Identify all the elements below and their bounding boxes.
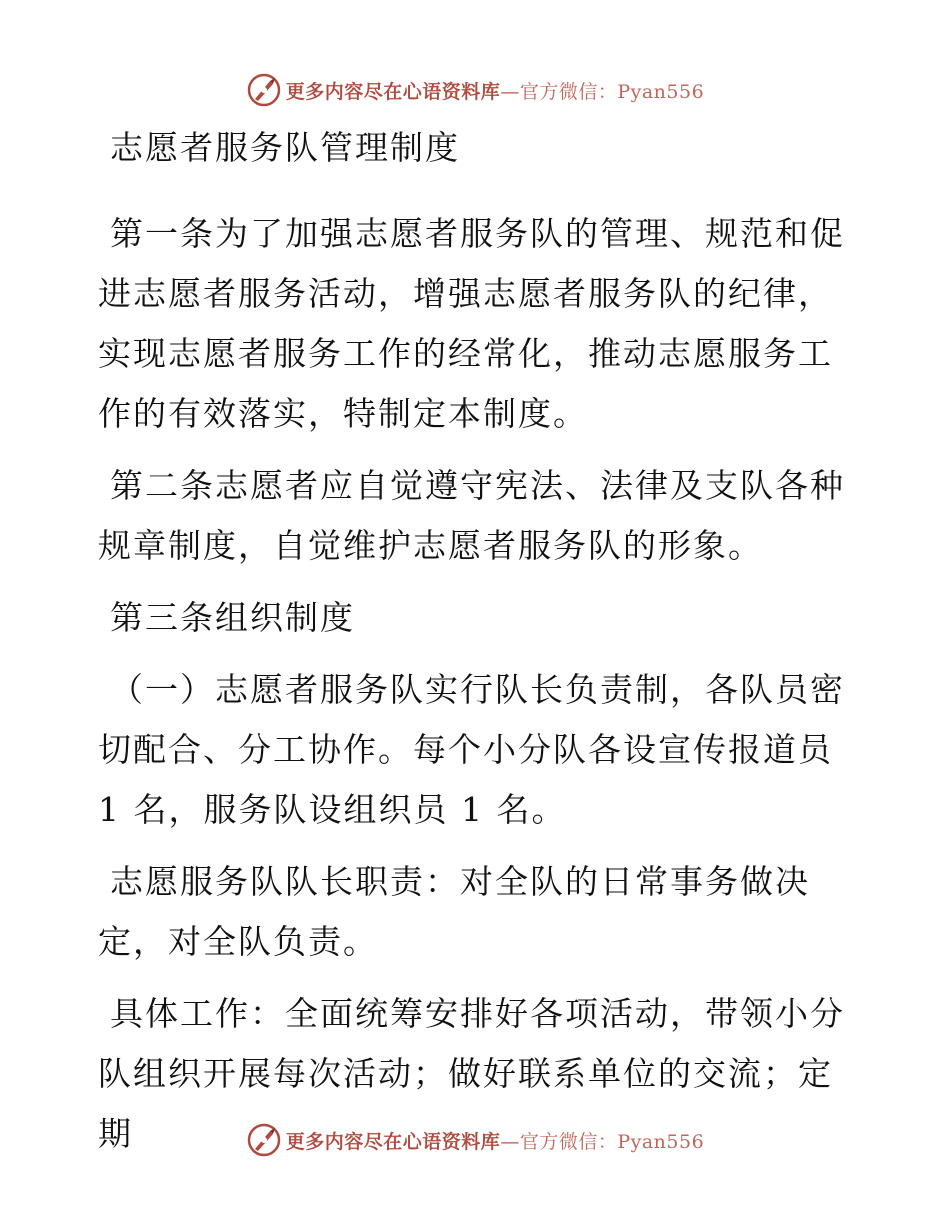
banner-brand: 更多内容尽在心语资料库	[285, 1130, 501, 1153]
banner-dash: —	[500, 80, 520, 103]
footer-watermark-banner	[0, 1120, 950, 1160]
paragraph-article-3-heading: 第三条组织制度	[110, 598, 355, 637]
document-body	[98, 118, 858, 1176]
paragraph-specific-work: 具体工作：全面统筹安排好各项活动，带领小分队组织开展每次活动；做好联系单位的交流；定期	[98, 994, 845, 1153]
quill-logo-icon	[246, 72, 282, 108]
paragraph-article-1: 第一条为了加强志愿者服务队的管理、规范和促进志愿者服务活动，增强志愿者服务队的纪律，实现志愿者服务工作的经常化，推动志愿服务工作的有效落实，特制定本制度。	[98, 214, 845, 433]
banner-text	[286, 1127, 704, 1154]
banner-dash: —	[500, 1130, 520, 1153]
paragraph-captain-duties: 志愿服务队队长职责：对全队的日常事务做决定，对全队负责。	[98, 862, 810, 961]
banner-wechat-label: 官方微信：	[519, 80, 618, 103]
banner-wechat-id: Pyan556	[617, 1130, 705, 1153]
banner-wechat-id: Pyan556	[617, 80, 705, 103]
header-watermark-banner	[0, 70, 950, 110]
paragraph-article-2: 第二条志愿者应自觉遵守宪法、法律及支队各种规章制度，自觉维护志愿者服务队的形象。	[98, 466, 845, 565]
banner-wechat-label: 官方微信：	[519, 1130, 618, 1153]
quill-logo-icon	[246, 1122, 282, 1158]
document-title: 志愿者服务队管理制度	[110, 128, 460, 167]
paragraph-organization-1: （一）志愿者服务队实行队长负责制，各队员密切配合、分工协作。每个小分队各设宣传报道员 1 名，服务队设组织员 1 名。	[98, 670, 846, 829]
banner-brand: 更多内容尽在心语资料库	[285, 80, 501, 103]
banner-text	[286, 77, 704, 104]
